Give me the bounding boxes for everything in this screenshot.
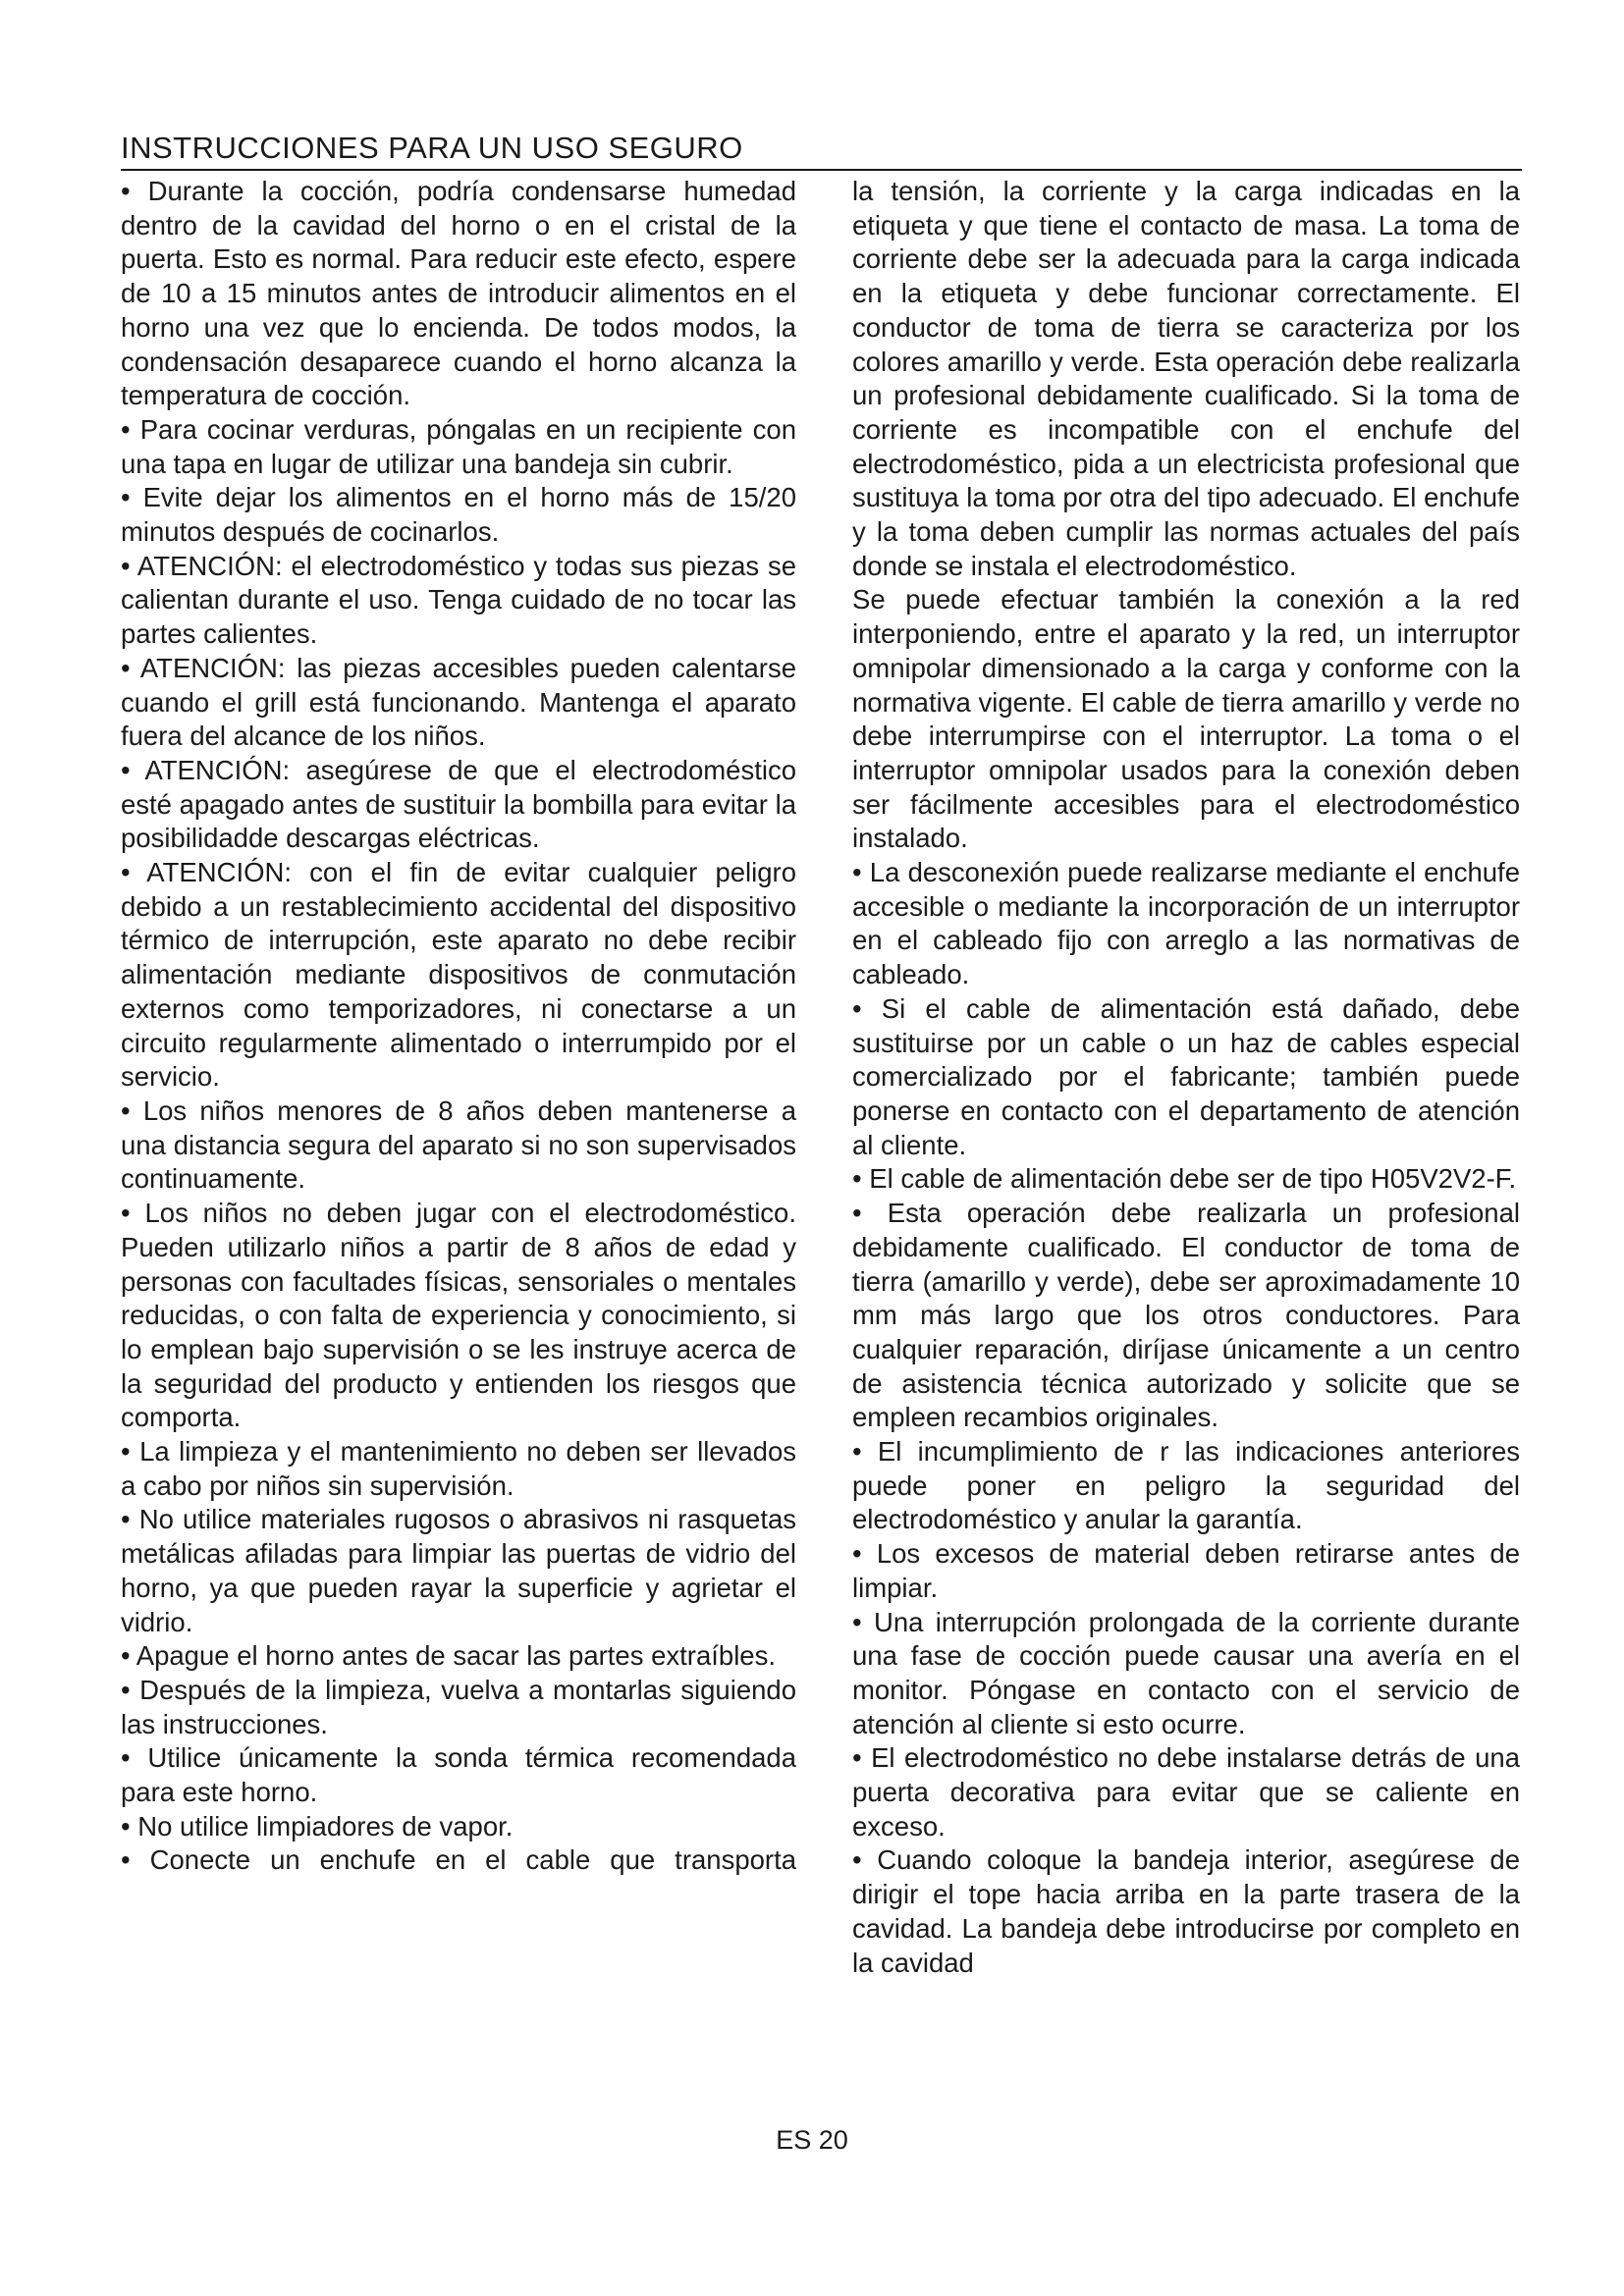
paragraph: • Después de la limpieza, vuelva a montarlas siguiendo las instrucciones. bbox=[121, 1674, 796, 1739]
paragraph: • Los niños no deben jugar con el electrodoméstico. Pueden utilizarlo niños a partir de 8 años de edad y personas con facultades físicas, sensoriales o mentales reducidas, o con falta de experiencia y conocimiento, si lo emplean bajo supervisión o se les instruye acerca de la seguridad del producto y entienden los riesgos que comporta. bbox=[121, 1198, 796, 1433]
paragraph: • Cuando coloque la bandeja interior, asegúrese de dirigir el tope hacia arriba en la parte trasera de la cavidad. La bandeja debe introducirse por completo en la cavidad bbox=[852, 1844, 1520, 1978]
paragraph: • Los excesos de material deben retirarse antes de limpiar. bbox=[852, 1538, 1520, 1603]
paragraph: • Apague el horno antes de sacar las partes extraíbles. bbox=[121, 1640, 776, 1672]
paragraph: • Si el cable de alimentación está dañado, debe sustituirse por un cable o un haz de cables especial comercializado por el fabricante; también puede ponerse en contacto con el departamento de atención al cliente. bbox=[852, 992, 1520, 1160]
paragraph: • Conecte un enchufe en el cable que transporta bbox=[121, 1844, 796, 1876]
paragraph: • Durante la cocción, podría condensarse humedad dentro de la cavidad del horno o en el cristal de la puerta. Esto es normal. Para reducir este efecto, espere de 10 a 15 minutos antes de introducir alimentos en el horno una vez que lo encienda. De todos modos, la condensación desaparece cuando el horno alcanza la temperatura de cocción. bbox=[121, 176, 796, 411]
paragraph: • Una interrupción prolongada de la corriente durante una fase de cocción puede causar una avería en el monitor. Póngase en contacto con el servicio de atención al cliente si esto ocurre. bbox=[852, 1606, 1520, 1739]
paragraph: Se puede efectuar también la conexión a la red interponiendo, entre el aparato y la red, un interruptor omnipolar dimensionado a la carga y conforme con la normativa vigente. El cable de tierra amarillo y verde no debe interrumpirse con el interruptor. La toma o el interruptor omnipolar usados para la conexión deben ser fácilmente accesibles para el electrodoméstico instalado. bbox=[852, 584, 1520, 854]
paragraph: • No utilice materiales rugosos o abrasivos ni rasquetas metálicas afiladas para limpiar las puertas de vidrio del horno, ya que pueden rayar la superficie y agrietar el vidrio. bbox=[121, 1504, 796, 1637]
right-column bbox=[852, 175, 1520, 1980]
paragraph: • Para cocinar verduras, póngalas en un recipiente con una tapa en lugar de utilizar una bandeja sin cubrir. bbox=[121, 413, 796, 479]
paragraph: • El incumplimiento de r las indicaciones anteriores puede poner en peligro la seguridad del electrodoméstico y anular la garantía. bbox=[852, 1436, 1520, 1535]
paragraph: la tensión, la corriente y la carga indicadas en la etiqueta y que tiene el contacto de masa. La toma de corriente debe ser la adecuada para la carga indicada en la etiqueta y debe funcionar correctamente. El conductor de toma de tierra se caracteriza por los colores amarillo y verde. Esta operación debe realizarla un profesional debidamente cualificado. Si la toma de corriente es incompatible con el enchufe del electrodoméstico, pida a un electricista profesional que sustituya la toma por otra del tipo adecuado. El enchufe y la toma deben cumplir las normas actuales del país donde se instala el electrodoméstico. bbox=[852, 176, 1520, 581]
paragraph: • No utilice limpiadores de vapor. bbox=[121, 1810, 514, 1842]
paragraph: • La limpieza y el mantenimiento no deben ser llevados a cabo por niños sin supervisión. bbox=[121, 1436, 796, 1501]
paragraph: • La desconexión puede realizarse mediante el enchufe accesible o mediante la incorporación de un interruptor en el cableado fijo con arreglo a las normativas de cableado. bbox=[852, 857, 1520, 990]
paragraph: • ATENCIÓN: asegúrese de que el electrodoméstico esté apagado antes de sustituir la bombilla para evitar la posibilidadde descargas eléctricas. bbox=[121, 754, 796, 854]
title-rule bbox=[121, 169, 1522, 171]
left-column bbox=[121, 175, 796, 1878]
paragraph: • ATENCIÓN: el electrodoméstico y todas sus piezas se calientan durante el uso. Tenga cuidado de no tocar las partes calientes. bbox=[121, 550, 796, 650]
page-number: ES 20 bbox=[776, 2125, 848, 2155]
paragraph: • ATENCIÓN: las piezas accesibles pueden calentarse cuando el grill está funcionando. Mantenga el aparato fuera del alcance de los niños. bbox=[121, 652, 796, 752]
paragraph: • Evite dejar los alimentos en el horno más de 15/20 minutos después de cocinarlos. bbox=[121, 482, 796, 548]
paragraph: • El cable de alimentación debe ser de tipo H05V2V2-F. bbox=[852, 1163, 1517, 1195]
paragraph: • Utilice únicamente la sonda térmica recomendada para este horno. bbox=[121, 1742, 796, 1808]
page-title: INSTRUCCIONES PARA UN USO SEGURO bbox=[121, 131, 743, 165]
paragraph: • El electrodoméstico no debe instalarse detrás de una puerta decorativa para evitar que se caliente en exceso. bbox=[852, 1742, 1520, 1842]
paragraph: • ATENCIÓN: con el fin de evitar cualquier peligro debido a un restablecimiento accidental del dispositivo térmico de interrupción, este aparato no debe recibir alimentación mediante dispositivos de conmutación externos como temporizadores, ni conectarse a un circuito regularmente alimentado o interrumpido por el servicio. bbox=[121, 857, 796, 1093]
paragraph: • Esta operación debe realizarla un profesional debidamente cualificado. El conductor de toma de tierra (amarillo y verde), debe ser aproximadamente 10 mm más largo que los otros conductores. Para cualquier reparación, diríjase únicamente a un centro de asistencia técnica autorizado y solicite que se empleen recambios originales. bbox=[852, 1198, 1520, 1433]
paragraph: • Los niños menores de 8 años deben mantenerse a una distancia segura del aparato si no son supervisados continuamente. bbox=[121, 1095, 796, 1195]
